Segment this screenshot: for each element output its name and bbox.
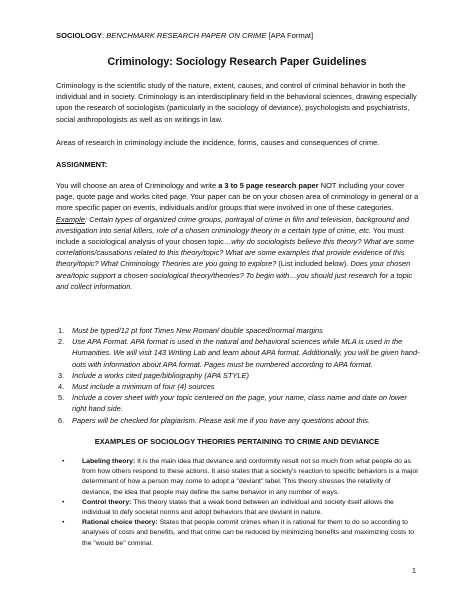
assignment-heading: ASSIGNMENT: (56, 160, 108, 169)
header-subject: SOCIOLOGY (56, 31, 102, 40)
assignment-text-1: You will choose an area of Criminology and write (56, 181, 219, 190)
document-title: Criminology: Sociology Research Paper Guidelines (107, 56, 367, 68)
list-item-text: Use APA Format. APA format is used in the natural and behavioral sciences while MLA is used in the Humanities. We will visit 143 Writing Lab and learn about APA format. Additionally, you will be given hand-outs with information about APA format. Pages must be numbered according to APA format. (72, 337, 420, 369)
requirements-list (56, 325, 420, 426)
assignment-text-3: You must include a sociological analysis of your chosen topic… (56, 225, 404, 247)
list-item (56, 415, 420, 426)
header-document-name: BENCHMARK RESEARCH PAPER ON CRIME (106, 31, 267, 40)
list-item-number: 5. (58, 393, 65, 403)
list-item-number: 1. (58, 326, 65, 335)
list-item (56, 336, 420, 370)
list-item (56, 381, 420, 392)
list-item (56, 325, 420, 336)
theory-item-labeling (56, 457, 420, 498)
theory-text: This theory states that a weak bond between an individual and society itself allows the individual to defy societal norms and adopt behaviors that are deviant in nature. (82, 498, 394, 517)
list-item-text: Must include a minimum of four (4) sources (72, 382, 215, 392)
assignment-questions-2: Does your chosen area/topic support a chosen sociological theory/theories? To begin with…you should just research for a topic and collect information. (56, 259, 413, 291)
assignment-text-4: (List included below). (276, 259, 351, 269)
theory-text: It is the main idea that deviance and conformity result not so much from what people do as from how others respond to these actions. It also states that a society's reaction to specific behaviors is a major determinant of how a person may come to adopt a "deviant" label. This theory stresses the relativity of deviance, the idea that people may define the same behavior in any number of ways. (82, 458, 419, 496)
theory-item-rational-choice (56, 518, 420, 549)
list-item-number: 2. (58, 337, 65, 347)
theory-term: Rational choice theory: (82, 519, 158, 527)
bullet-icon: • (62, 519, 65, 527)
theory-term: Labeling theory: (82, 458, 136, 465)
list-item-number: 3. (58, 370, 65, 380)
assignment-questions-1: why do sociologists believe this theory? What are some correlations/causations related to this theory/topic? What are some examples that provide evidence of this theory/topic? What Criminology Theories are you going to explore? (56, 237, 415, 269)
list-item-text: Include a cover sheet with your topic centered on the page, your name, class name and date on lower right hand side. (72, 393, 407, 414)
examples-heading: EXAMPLES OF SOCIOLOGY THEORIES PERTAINING TO CRIME AND DEVIANCE (94, 437, 380, 446)
bullet-icon: • (62, 498, 65, 506)
page-number: 1 (411, 566, 416, 575)
running-header (56, 31, 313, 40)
list-item-text: Papers will be checked for plagiarism. Please ask me if you have any questions about this. (72, 415, 371, 425)
list-item-text: Include a works cited page/bibliography (APA STYLE) (72, 370, 249, 380)
theories-list (56, 457, 420, 549)
assignment-text-2: NOT including your cover page, quote page and works cited page. Your paper can be on your chosen area of criminology in general or a more specific paper on events, individuals and/or groups that were involved in one of these categories. (56, 181, 419, 213)
intro-paragraph: Criminology is the scientific study of the nature, extent, causes, and control of criminal behavior in both the individual and in society. Criminology is an interdisciplinary field in the behavioral sciences, drawing especially upon the research of sociologists (particularly in the sociology of deviance), psychologists and psychiatrists, social anthropologists as well as on writings in law. (56, 81, 417, 124)
example-colon: : (84, 214, 90, 224)
list-item-text: Must be typed/12 pt font Times New Roman/ double spaced/normal margins (72, 326, 323, 335)
header-format: [APA Format] (266, 31, 314, 40)
example-text: Certain types of organized crime groups, portrayal of crime in film and television, background and investigation into serial killers, role of a chosen criminology theory in a certain type of crime, etc. (56, 214, 410, 235)
example-label: Example (56, 214, 85, 224)
list-item (56, 392, 420, 414)
theory-term: Control theory: (82, 498, 132, 506)
areas-paragraph: Areas of research in criminology include the incidence, forms, causes and consequences of crime. (56, 138, 380, 147)
list-item (56, 370, 420, 381)
assignment-length: a 3 to 5 page research paper (218, 181, 319, 190)
list-item-number: 6. (58, 415, 65, 425)
theory-item-control (56, 498, 420, 518)
list-item-number: 4. (58, 382, 65, 392)
theory-text: States that people commit crimes when it is rational for them to do so according to analyses of costs and benefits, and that crime can be reduced by minimizing benefits and maximizing costs to the "would be" criminal. (82, 519, 415, 547)
header-separator: : (102, 31, 107, 40)
bullet-icon: • (62, 458, 65, 465)
assignment-paragraph (56, 180, 420, 292)
